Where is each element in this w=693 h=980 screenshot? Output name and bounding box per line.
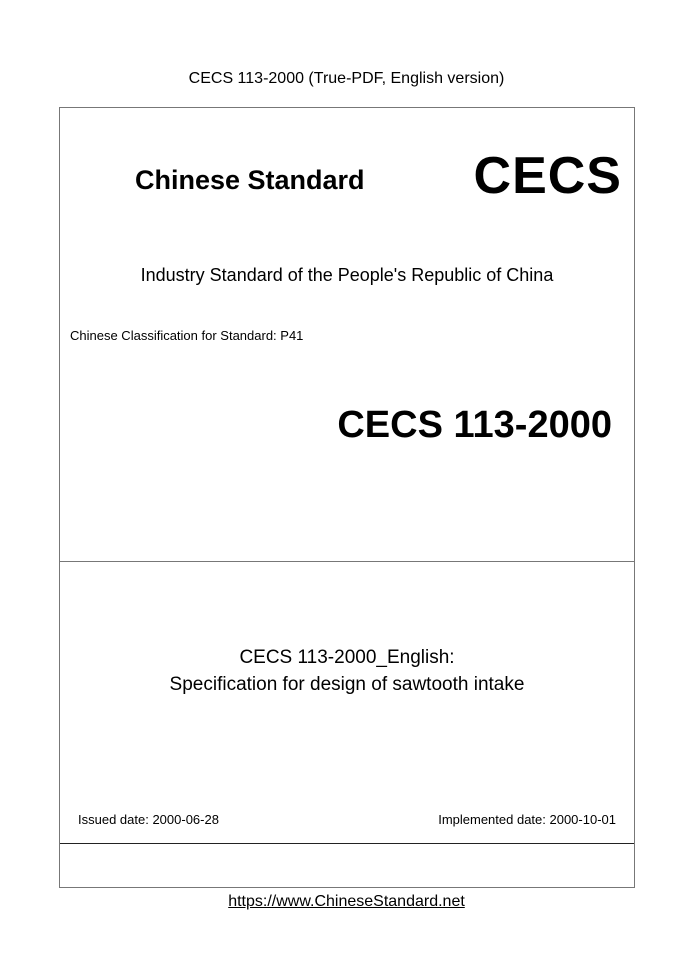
document-header-title: CECS 113-2000 (True-PDF, English version) bbox=[188, 70, 505, 87]
document-title bbox=[60, 644, 634, 698]
chinese-standard-label: Chinese Standard bbox=[135, 165, 365, 195]
standard-number: CECS 113-2000 bbox=[337, 404, 612, 446]
cover-frame bbox=[59, 107, 635, 888]
cover-bottom-section bbox=[60, 844, 634, 887]
implemented-date: Implemented date: 2000-10-01 bbox=[438, 812, 616, 827]
industry-standard-text: Industry Standard of the People's Republic of China bbox=[140, 265, 554, 285]
document-title-line-2: Specification for design of sawtooth intake bbox=[169, 674, 525, 695]
document-title-line-1: CECS 113-2000_English: bbox=[239, 647, 455, 668]
issued-date: Issued date: 2000-06-28 bbox=[78, 812, 219, 827]
website-link[interactable]: https://www.ChineseStandard.net bbox=[228, 893, 465, 910]
cecs-logo: CECS bbox=[473, 147, 622, 205]
classification-text: Chinese Classification for Standard: P41 bbox=[70, 328, 304, 343]
cover-title-section bbox=[60, 562, 634, 844]
footer bbox=[0, 893, 693, 911]
cover-top-section bbox=[60, 108, 634, 562]
